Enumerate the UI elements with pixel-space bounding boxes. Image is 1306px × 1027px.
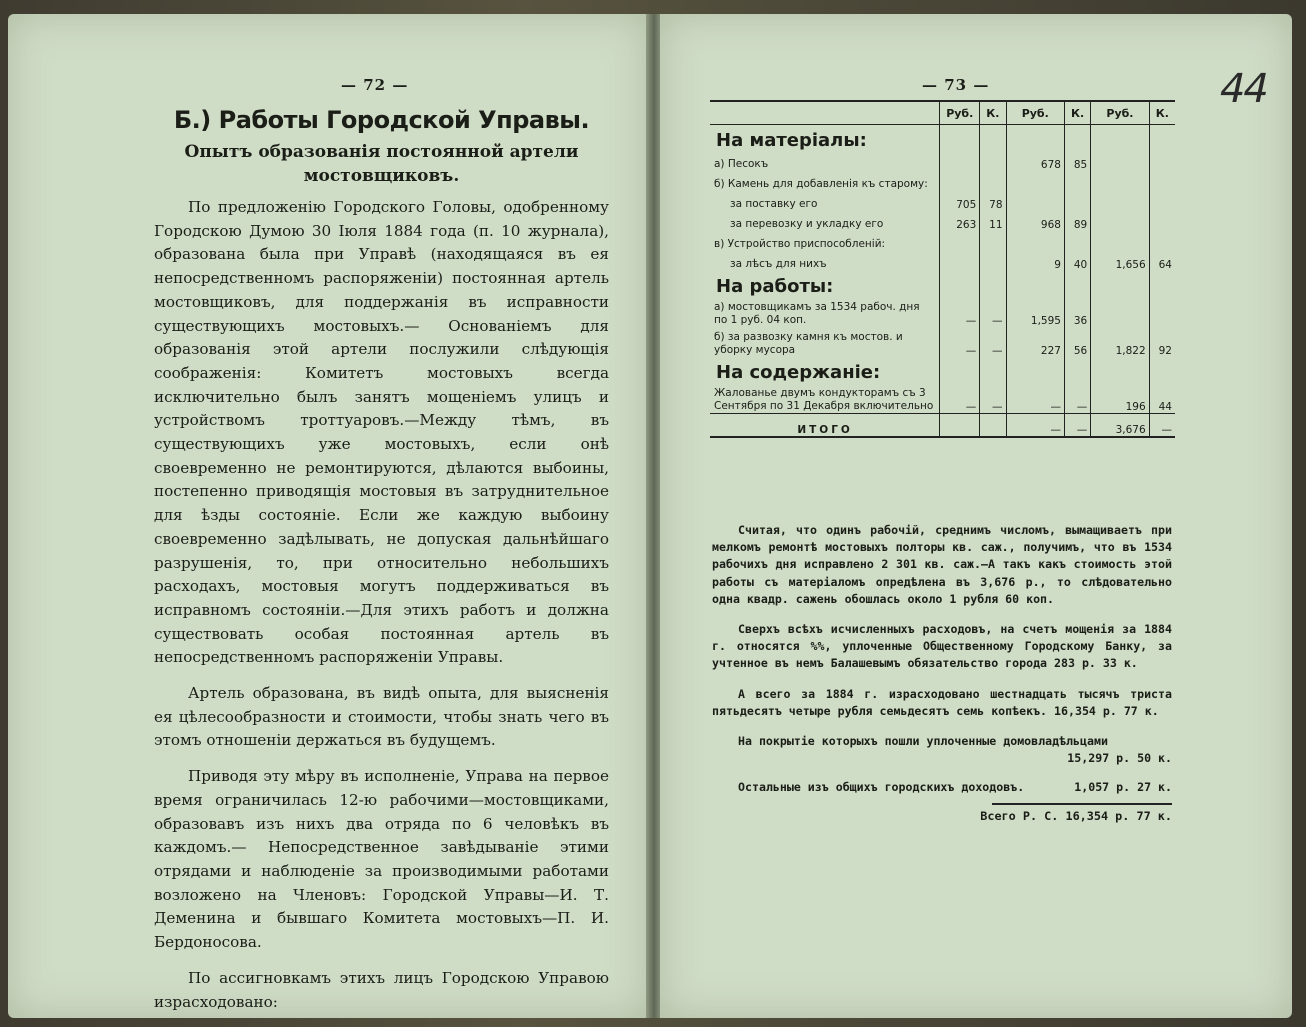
table-row [710,383,1175,414]
table-row [710,171,1175,191]
section-title: Б.) Работы Городской Управы. [173,106,590,134]
section-heading: На содержаніе: [716,362,881,383]
amount-cell: 78 [980,191,1006,211]
amount-cell [1149,297,1175,327]
total-cell: — [1064,414,1090,438]
table-row [710,211,1175,231]
amount-cell: 678 [1006,151,1064,171]
amount-cell: — [940,383,980,414]
amount-cell [1149,357,1175,383]
total-cell: — [1149,414,1175,438]
amount-cell: — [980,327,1006,357]
amount-cell: — [1064,383,1090,414]
amount-cell: 196 [1091,383,1149,414]
total-label: ИТОГО [710,414,940,438]
sum-rule [992,803,1172,805]
amount-cell: 36 [1064,297,1090,327]
grand-total: Всего Р. С. 16,354 р. 77 к. [980,808,1172,823]
amount-cell [1064,191,1090,211]
amount-cell [1091,297,1149,327]
item-description: за перевозку и укладку его [730,218,884,230]
table-header [710,101,940,125]
amount-cell: 9 [1006,251,1064,271]
table-section-row [710,271,1175,297]
amount-cell [1091,357,1149,383]
page-number-left: — 72 — [341,76,409,94]
amount: 1,057 р. 27 к. [1074,780,1172,795]
amount-cell: 968 [1006,211,1064,231]
section-subtitle: Опытъ образованія постоянной артели мостовщиковъ. [184,142,579,186]
amount-cell: 705 [940,191,980,211]
paragraph: А всего за 1884 г. израсходовано шестнадцать тысячъ триста пятьдесятъ четыре рубля семьдесятъ семь копѣекъ. 16,354 р. 77 к. [712,686,1172,718]
section-heading: На матеріалы: [716,130,867,151]
amount-cell [980,125,1006,152]
amount-cell: 40 [1064,251,1090,271]
item-description: за лѣсъ для нихъ [730,258,827,270]
item-description: в) Устройство приспособленій: [714,238,886,250]
amount-cell [1091,231,1149,251]
amount-cell [980,357,1006,383]
amount-cell [1006,271,1064,297]
total-cell: — [1006,414,1064,438]
amount-cell: 1,822 [1091,327,1149,357]
table-header: К. [1149,101,1175,125]
amount-cell [940,251,980,271]
table-row [710,151,1175,171]
amount-cell [1149,271,1175,297]
right-text-block [712,522,1172,823]
amount-cell [940,271,980,297]
amount-cell: 64 [1149,251,1175,271]
amount: 15,297 р. 50 к. [1067,751,1172,766]
table-row [710,231,1175,251]
item-description: б) за развозку камня къ мостов. и уборку мусора [714,331,903,356]
item-description: а) мостовщикамъ за 1534 рабоч. дня по 1 руб. 04 коп. [714,301,920,326]
handwritten-number: 44 [1215,66,1272,112]
amount-cell [1091,211,1149,231]
amount-cell [1091,151,1149,171]
amount-cell: — [980,383,1006,414]
section-heading: На работы: [716,276,834,297]
table-row [710,251,1175,271]
paragraph: Сверхъ всѣхъ исчисленныхъ расходовъ, на счетъ мощенія за 1884 г. относятся %%, уплоченные Общественному Городскому Банку, за учтенное въ немъ Балашевымъ обязательство города 283 р. 33 к. [712,622,1172,671]
table-header: Руб. [940,101,980,125]
amount-cell: — [940,327,980,357]
amount-cell [980,151,1006,171]
page-number-right: — 73 — [922,76,990,94]
amount-cell [940,231,980,251]
amount-cell [980,171,1006,191]
amount-cell: 56 [1064,327,1090,357]
amount-cell [1064,271,1090,297]
amount-cell: — [980,297,1006,327]
left-page [8,14,648,1018]
paragraph: По ассигновкамъ этихъ лицъ Городскою Управою израсходовано: [154,968,609,1011]
amount-cell: 1,595 [1006,297,1064,327]
amount-cell: — [940,297,980,327]
amount-cell: 89 [1064,211,1090,231]
amount-cell: 1,656 [1091,251,1149,271]
amount-cell [1006,125,1064,152]
amount-cell [1091,125,1149,152]
item-description: за поставку его [730,198,818,210]
amount-cell [1091,191,1149,211]
amount-cell [1006,171,1064,191]
amount-cell [1064,125,1090,152]
amount-cell [1091,171,1149,191]
paragraph: По предложенію Городского Головы, одобренному Городскою Думою 30 Іюля 1884 года (п. 10 журнала), образована была при Управѣ (находящаяся въ ея непосредственномъ распоряженіи) постоянная артель мостовщиковъ, для поддержанія въ исправности существующихъ мостовыхъ.— Основаніемъ для образованія этой артели послужили слѣдующія соображенія: Комитетъ мостовыхъ всегда исключительно былъ занятъ мощеніемъ улицъ и устройствомъ троттуаровъ.—Между тѣмъ, въ существующихъ уже мостовыхъ, если онѣ своевременно не ремонтируются, дѣлаются выбоины, постепенно приводящія мостовыя въ затруднительное для ѣзды состояніе. Если же каждую выбоину своевременно задѣлывать, не допуская дальнѣйшаго разрушенія, то, при относительно небольшихъ расходахъ, мостовыя могутъ поддерживаться въ исправномъ состояніи.—Для этихъ работъ и должна существовать особая постоянная артель въ непосредственномъ распоряженіи Управы. [154,198,609,667]
amount-cell [980,251,1006,271]
amount-cell: 227 [1006,327,1064,357]
amount-cell: 263 [940,211,980,231]
amount-cell: 85 [1064,151,1090,171]
amount-cell [980,271,1006,297]
amount-cell: 11 [980,211,1006,231]
table-row [710,297,1175,327]
table-row [710,191,1175,211]
amount-cell [980,231,1006,251]
paragraph: Считая, что одинъ рабочій, среднимъ числомъ, вымащиваетъ при мелкомъ ремонтѣ мостовыхъ полторы кв. саж., получимъ, что въ 1534 рабочихъ дня исправлено 2 301 кв. саж.—А такъ какъ стоимость этой работы съ матеріаломъ опредѣлена въ 3,676 р., то слѣдовательно одна квадр. сажень обошлась около 1 рубля 60 коп. [712,523,1172,606]
item-description: а) Песокъ [714,158,769,170]
amount-cell [940,357,980,383]
item-description: Жалованье двумъ кондукторамъ съ 3 Сентября по 31 Декабря включительно [714,387,934,412]
table-header: Руб. [1006,101,1064,125]
item-description: б) Камень для добавленія къ старому: [714,178,928,190]
amount-cell: 92 [1149,327,1175,357]
amount-cell [940,151,980,171]
amount-cell [1149,191,1175,211]
total-row [710,414,1175,438]
line-label: Остальные изъ общихъ городскихъ доходовъ. [738,780,1025,795]
amount-cell: 44 [1149,383,1175,414]
paragraph: Артель образована, въ видѣ опыта, для выясненія ея цѣлесообразности и стоимости, чтобы знать чего въ этомъ отношеніи держаться въ будущемъ. [154,684,609,750]
amount-cell [1149,171,1175,191]
amount-cell [1091,271,1149,297]
amount-cell [1149,211,1175,231]
amount-cell [1064,357,1090,383]
table-section-row [710,125,1175,152]
amount-cell [1006,231,1064,251]
paragraph: Приводя эту мѣру въ исполненіе, Управа на первое время ограничилась 12-ю рабочими—мостовщиками, образовавъ изъ нихъ два отряда по 6 человѣкъ въ каждомъ.— Непосредственное завѣдываніе этими отрядами и наблюденіе за производимыми работами возложено на Членовъ: Городской Управы—И. Т. Деменина и бывшаго Комитета мостовыхъ—П. И. Бердоносова. [154,767,609,952]
table-header: К. [980,101,1006,125]
amount-cell [1064,171,1090,191]
expense-table [710,100,1175,438]
table-header: Руб. [1091,101,1149,125]
amount-cell [1149,125,1175,152]
table-section-row [710,357,1175,383]
amount-cell [1149,151,1175,171]
amount-cell [940,171,980,191]
amount-cell [1064,231,1090,251]
left-text-block [154,106,609,1026]
table-row [710,327,1175,357]
amount-cell [1149,231,1175,251]
amount-cell [940,125,980,152]
table-header: К. [1064,101,1090,125]
amount-cell [1006,191,1064,211]
right-page [660,14,1292,1018]
paragraph: На покрытіе которыхъ пошли уплоченные домовладѣльцами [738,734,1108,749]
amount-cell [1006,357,1064,383]
total-cell: 3,676 [1091,414,1149,438]
amount-cell: — [1006,383,1064,414]
